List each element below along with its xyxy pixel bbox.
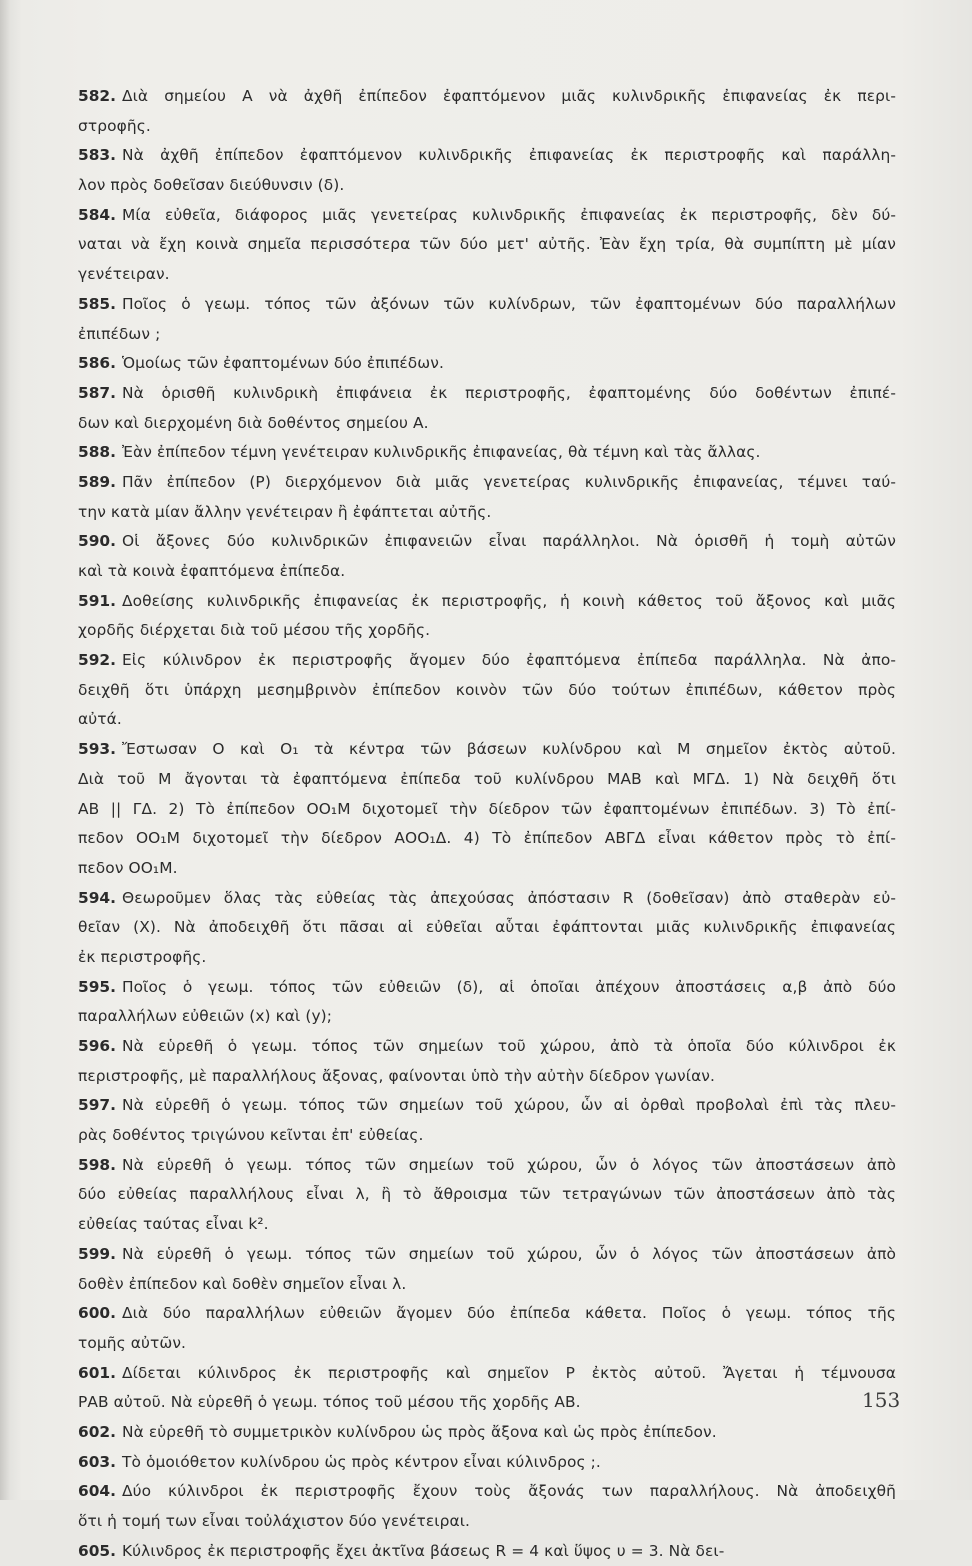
exercise-continuation-line [78, 320, 896, 350]
exercise-continuation-line [78, 1329, 896, 1359]
exercise-line [78, 141, 896, 171]
exercise-text: Νὰ εὑρεθῆ ὁ γεωμ. τόπος τῶν σημείων τοῦ χώρου, ἀπὸ τὰ ὁποῖα δύο κύλινδροι ἐκ [121, 1037, 896, 1055]
exercise-number: 590. [78, 532, 116, 551]
exercise-text: λον πρὸς δοθεῖσαν διεύθυνσιν (δ). [78, 176, 345, 195]
exercise-continuation-line [78, 1507, 896, 1537]
exercise-number: 586. [78, 354, 116, 373]
exercise-continuation-line [78, 1388, 896, 1418]
exercise-line [78, 82, 896, 112]
exercise-continuation-line [78, 1210, 896, 1240]
exercise-text: εὐθείας ταύτας εἶναι k². [78, 1215, 269, 1234]
exercise-number: 594. [78, 888, 116, 907]
exercise-text: δειχθῆ ὅτι ὑπάρχη μεσημβρινὸν ἐπίπεδον κοινὸν τῶν δύο τούτων ἐπιπέδων, κάθετον πρὸς [78, 680, 896, 699]
exercise-line [78, 201, 896, 231]
exercise-text: Νὰ εὑρεθῆ ὁ γεωμ. τόπος τῶν σημείων τοῦ χώρου, ὧν ὁ λόγος τῶν ἀποστάσεων ἀπὸ [121, 1155, 896, 1174]
exercise-line [78, 646, 896, 676]
exercise-continuation-line [78, 1002, 896, 1032]
exercise-text: γενέτειραν. [78, 265, 170, 284]
exercise-number: 591. [78, 591, 116, 610]
exercise-text: Ποῖος ὁ γεωμ. τόπος τῶν ἀξόνων τῶν κυλίνδρων, τῶν ἐφαπτομένων δύο παραλλήλων [121, 294, 896, 313]
exercise-text: Ὁμοίως τῶν ἐφαπτομένων δύο ἐπιπέδων. [121, 354, 444, 373]
exercise-text: πεδον ΟΟ₁Μ. [78, 858, 178, 877]
exercise-text: ρὰς δοθέντος τριγώνου κεῖνται ἐπ' εὐθείας. [78, 1126, 424, 1145]
exercise-text: Διὰ τοῦ Μ ἄγονται τὰ ἐφαπτόμενα ἐπίπεδα τοῦ κυλίνδρου ΜΑΒ καὶ ΜΓΔ. 1) Νὰ δειχθῆ ὅτι [78, 769, 896, 788]
exercise-text: Ποῖος ὁ γεωμ. τόπος τῶν εὐθειῶν (δ), αἱ ὁποῖαι ἀπέχουν ἀποστάσεις α,β ἀπὸ δύο [121, 977, 896, 996]
exercise-number: 583. [78, 146, 116, 165]
exercise-line [78, 1240, 896, 1270]
exercise-line [78, 438, 896, 468]
exercise-number: 596. [78, 1037, 116, 1055]
exercise-continuation-line [78, 557, 896, 587]
exercise-continuation-line [78, 676, 896, 706]
exercise-number: 598. [78, 1155, 116, 1174]
exercise-number: 593. [78, 740, 116, 759]
exercise-number: 592. [78, 651, 116, 670]
exercise-text: Εἰς κύλινδρον ἐκ περιστροφῆς ἄγομεν δύο ἐφαπτόμενα ἐπίπεδα παράλληλα. Νὰ ἀπο- [121, 651, 896, 670]
exercise-number: 602. [78, 1422, 116, 1441]
exercise-text: Κύλινδρος ἐκ περιστροφῆς ἔχει ἀκτῖνα βάσεως R = 4 καὶ ὕψος υ = 3. Νὰ δει- [121, 1541, 725, 1560]
exercise-text: ὅτι ἡ τομή των εἶναι τοὐλάχιστον δύο γενέτειραι. [78, 1512, 471, 1530]
exercise-text: Ἔστωσαν Ο καὶ Ο₁ τὰ κέντρα τῶν βάσεων κυλίνδρου καὶ Μ σημεῖον ἐκτὸς αὐτοῦ. [121, 740, 896, 759]
exercise-continuation-line [78, 795, 896, 825]
exercise-continuation-line [78, 943, 896, 973]
exercise-continuation-line [78, 616, 896, 646]
exercise-text: αὐτά. [78, 710, 122, 729]
exercise-text: στροφῆς. [78, 116, 151, 135]
exercise-number: 585. [78, 294, 116, 313]
exercise-line [78, 1477, 896, 1507]
exercise-continuation-line [78, 765, 896, 795]
exercise-continuation-line [78, 1062, 896, 1092]
exercise-number: 588. [78, 443, 116, 462]
exercise-text: Νὰ ὁρισθῆ κυλινδρικὴ ἐπιφάνεια ἐκ περιστροφῆς, ἐφαπτομένης δύο δοθέντων ἐπιπέ- [121, 383, 896, 402]
exercise-line [78, 468, 896, 498]
exercise-text: Νὰ ἀχθῆ ἐπίπεδον ἐφαπτόμενον κυλινδρικῆς ἐπιφανείας ἐκ περιστροφῆς καὶ παράλλη- [121, 146, 896, 165]
exercise-text: δύο εὐθείας παραλλήλους εἶναι λ, ἢ τὸ ἄθροισμα τῶν τετραγώνων τῶν ἀποστάσεων ἀπὸ τὰς [78, 1185, 896, 1204]
exercise-continuation-line [78, 1180, 896, 1210]
exercise-continuation-line [78, 1121, 896, 1151]
exercise-continuation-line [78, 171, 896, 201]
exercise-text: ΡΑΒ αὐτοῦ. Νὰ εὑρεθῆ ὁ γεωμ. τόπος τοῦ μέσου τῆς χορδῆς ΑΒ. [78, 1393, 581, 1412]
exercise-line [78, 735, 896, 765]
exercise-text: την κατὰ μίαν ἄλλην γενέτειραν ἢ ἐφάπτεται αὐτῆς. [78, 502, 492, 521]
exercise-continuation-line [78, 824, 896, 854]
exercise-continuation-line [78, 854, 896, 884]
page-spine-shadow [0, 0, 10, 1500]
exercise-text: πεδον ΟΟ₁Μ διχοτομεῖ τὴν δίεδρον ΑΟΟ₁Δ. 4) Τὸ ἐπίπεδον ΑΒΓΔ εἶναι κάθετον πρὸς τὸ ἐπί- [78, 829, 896, 848]
exercise-text: Θεωροῦμεν ὅλας τὰς εὐθείας τὰς ἀπεχούσας ἀπόστασιν R (δοθεῖσαν) ἀπὸ σταθερὰν εὐ- [121, 888, 896, 907]
exercise-text: Πᾶν ἐπίπεδον (Ρ) διερχόμενον διὰ μιᾶς γενετείρας κυλινδρικῆς ἐπιφανείας, τέμνει ταύ- [121, 472, 896, 491]
exercise-text: Νὰ εὑρεθῆ ὁ γεωμ. τόπος τῶν σημείων τοῦ χώρου, ὧν αἱ ὀρθαὶ προβολαὶ ἐπὶ τὰς πλευ- [121, 1096, 896, 1115]
exercise-text: περιστροφῆς, μὲ παραλλήλους ἄξονας, φαίνονται ὑπὸ τὴν αὐτὴν δίεδρον γωνίαν. [78, 1066, 715, 1085]
exercise-number: 601. [78, 1363, 116, 1382]
exercise-text: δων καὶ διερχομένη διὰ δοθέντος σημείου Α. [78, 413, 429, 432]
exercise-text: Νὰ εὑρεθῆ τὸ συμμετρικὸν κυλίνδρου ὡς πρὸς ἄξονα καὶ ὡς πρὸς ἐπίπεδον. [121, 1422, 717, 1441]
exercise-line [78, 1151, 896, 1181]
exercise-line [78, 1537, 896, 1566]
exercise-number: 582. [78, 87, 116, 105]
exercise-text: Δίδεται κύλινδρος ἐκ περιστροφῆς καὶ σημεῖον Ρ ἐκτὸς αὐτοῦ. Ἄγεται ἡ τέμνουσα [121, 1363, 896, 1382]
exercise-text: τομῆς αὐτῶν. [78, 1333, 187, 1352]
exercise-number: 589. [78, 472, 116, 491]
exercise-line [78, 527, 896, 557]
exercise-line [78, 973, 896, 1003]
exercise-text: παραλλήλων εὐθειῶν (x) καὶ (y); [78, 1007, 333, 1026]
exercise-text: Ἐὰν ἐπίπεδον τέμνη γενέτειραν κυλινδρικῆς ἐπιφανείας, θὰ τέμνη καὶ τὰς ἄλλας. [121, 443, 761, 462]
exercise-number: 587. [78, 383, 116, 402]
exercise-continuation-line [78, 260, 896, 290]
exercise-text: Τὸ ὁμοιόθετον κυλίνδρου ὡς πρὸς κέντρον εἶναι κύλινδρος ;. [121, 1452, 601, 1471]
exercise-line [78, 379, 896, 409]
exercise-continuation-line [78, 498, 896, 528]
exercise-text: Δύο κύλινδροι ἐκ περιστροφῆς ἔχουν τοὺς ἄξονάς των παραλλήλους. Νὰ ἀποδειχθῆ [121, 1482, 896, 1501]
exercise-number: 597. [78, 1096, 116, 1115]
exercise-text: καὶ τὰ κοινὰ ἐφαπτόμενα ἐπίπεδα. [78, 562, 346, 580]
exercise-line [78, 1091, 896, 1121]
exercise-number: 603. [78, 1452, 116, 1471]
exercise-line [78, 1448, 896, 1478]
exercise-text: Διὰ σημείου Α νὰ ἀχθῆ ἐπίπεδον ἐφαπτόμενον μιᾶς κυλινδρικῆς ἐπιφανείας ἐκ περι- [121, 87, 896, 105]
exercise-continuation-line [78, 112, 896, 142]
exercise-text: Διὰ δύο παραλλήλων εὐθειῶν ἄγομεν δύο ἐπίπεδα κάθετα. Ποῖος ὁ γεωμ. τόπος τῆς [121, 1304, 896, 1323]
exercise-continuation-line [78, 409, 896, 439]
exercise-continuation-line [78, 1270, 896, 1300]
exercise-line [78, 1032, 896, 1062]
exercise-continuation-line [78, 913, 896, 943]
exercise-text: ἐκ περιστροφῆς. [78, 947, 207, 966]
exercise-line [78, 1418, 896, 1448]
exercise-text: Οἱ ἄξονες δύο κυλινδρικῶν ἐπιφανειῶν εἶναι παράλληλοι. Νὰ ὁρισθῆ ἡ τομὴ αὐτῶν [121, 532, 896, 551]
exercise-number: 600. [78, 1304, 116, 1323]
exercise-continuation-line [78, 230, 896, 260]
exercise-list [78, 82, 896, 1566]
exercise-line [78, 884, 896, 914]
exercise-text: Δοθείσης κυλινδρικῆς ἐπιφανείας ἐκ περιστροφῆς, ἡ κοινὴ κάθετος τοῦ ἄξονος καὶ μιᾶς [121, 591, 896, 610]
exercise-text: ΑΒ || ΓΔ. 2) Τὸ ἐπίπεδον ΟΟ₁Μ διχοτομεῖ τὴν δίεδρον τῶν ἐφαπτομένων ἐπιπέδων. 3) Τὸ ἐπί- [78, 799, 896, 818]
exercise-text: Μία εὐθεῖα, διάφορος μιᾶς γενετείρας κυλινδρικῆς ἐπιφανείας ἐκ περιστροφῆς, δὲν δύ- [121, 205, 896, 224]
exercise-text: ναται νὰ ἔχη κοινὰ σημεῖα περισσότερα τῶν δύο μετ' αὐτῆς. Ἐὰν ἔχη τρία, θὰ συμπίπτη μὲ μίαν [78, 235, 896, 254]
exercise-number: 604. [78, 1482, 116, 1501]
exercise-continuation-line [78, 705, 896, 735]
exercise-text: θεῖαν (Χ). Νὰ ἀποδειχθῆ ὅτι πᾶσαι αἱ εὐθεῖαι αὗται ἐφάπτονται μιᾶς κυλινδρικῆς ἐπιφανείας [78, 918, 896, 937]
exercise-line [78, 349, 896, 379]
exercise-text: Νὰ εὑρεθῆ ὁ γεωμ. τόπος τῶν σημείων τοῦ χώρου, ὧν ὁ λόγος τῶν ἀποστάσεων ἀπὸ [121, 1244, 896, 1263]
exercise-text: χορδῆς διέρχεται διὰ τοῦ μέσου τῆς χορδῆς. [78, 621, 431, 640]
exercise-number: 595. [78, 977, 116, 996]
exercise-line [78, 290, 896, 320]
exercise-line [78, 1299, 896, 1329]
exercise-number: 584. [78, 205, 116, 224]
exercise-text: ἐπιπέδων ; [78, 324, 161, 343]
exercise-line [78, 1359, 896, 1389]
page-number: 153 [862, 1388, 901, 1412]
exercise-number: 599. [78, 1244, 116, 1263]
exercise-number: 605. [78, 1541, 116, 1560]
exercise-text: δοθὲν ἐπίπεδον καὶ δοθὲν σημεῖον εἶναι λ. [78, 1274, 407, 1293]
exercise-line [78, 587, 896, 617]
